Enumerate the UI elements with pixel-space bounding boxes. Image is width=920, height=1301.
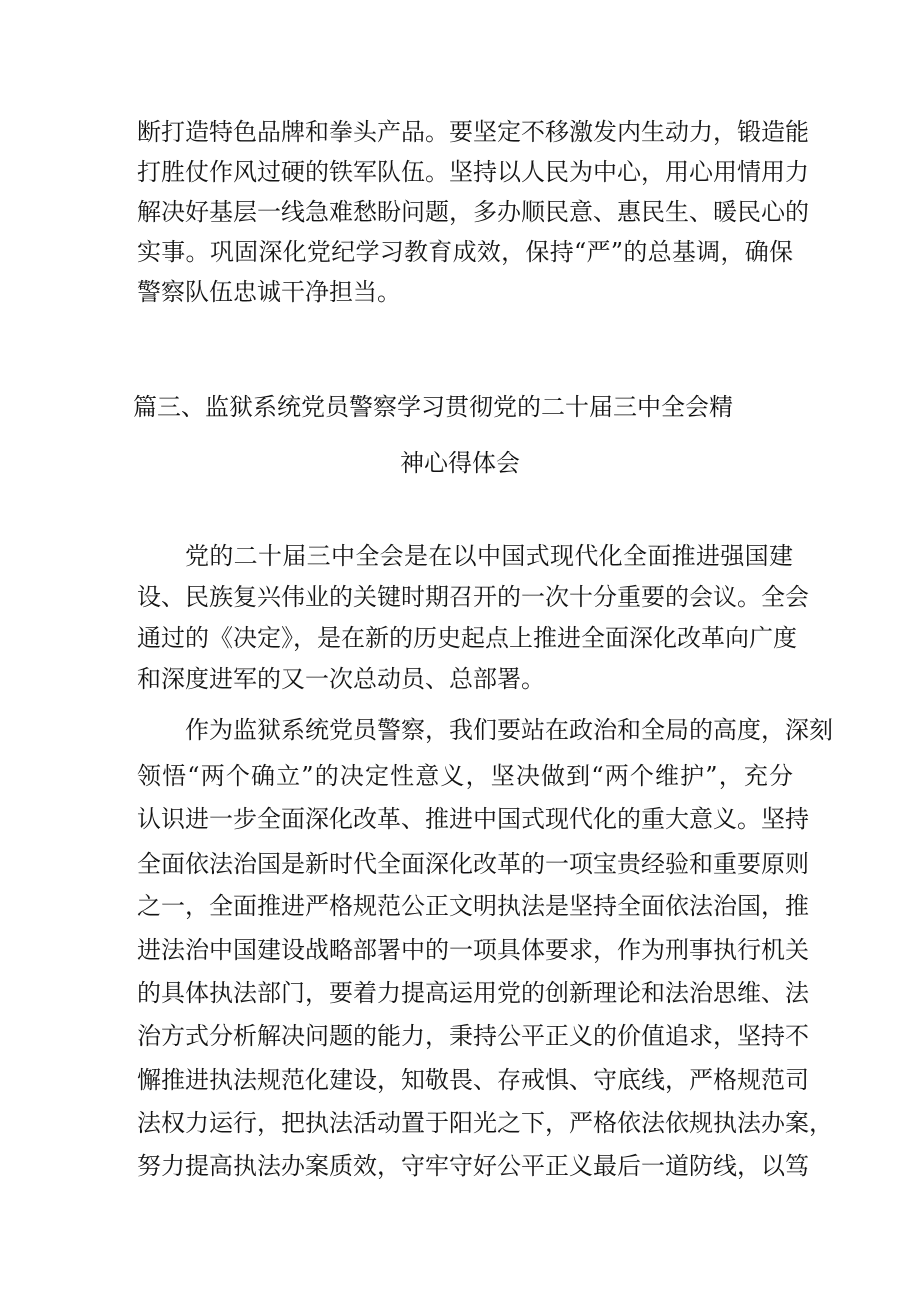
text-line: 断打造特色品牌和拳头产品。要坚定不移激发内生动力，锻造能 [137, 118, 809, 146]
text-line: 党的二十届三中全会是在以中国式现代化全面推进强国建 [185, 542, 793, 570]
text-line: 认识进一步全面深化改革、推进中国式现代化的重大意义。坚持 [137, 805, 809, 833]
text-line: 通过的《决定》，是在新的历史起点上推进全面深化改革向广度 [137, 624, 797, 652]
text-line: 打胜仗作风过硬的铁军队伍。坚持以人民为中心，用心用情用力 [137, 158, 809, 186]
text-line: 警察队伍忠诚干净担当。 [137, 278, 401, 306]
text-line: 解决好基层一线急难愁盼问题，多办顺民意、惠民生、暖民心的 [137, 198, 809, 226]
text-line: 设、民族复兴伟业的关键时期召开的一次十分重要的会议。全会 [137, 583, 809, 611]
text-line: 领悟“两个确立”的决定性意义，坚决做到“两个维护”，充分 [137, 762, 793, 790]
text-line: 的具体执法部门，要着力提高运用党的创新理论和法治思维、法 [137, 979, 809, 1007]
text-line: 治方式分析解决问题的能力，秉持公平正义的价值追求，坚持不 [137, 1022, 809, 1050]
text-line: 努力提高执法办案质效，守牢守好公平正义最后一道防线，以笃 [137, 1152, 809, 1180]
text-line: 之一，全面推进严格规范公正文明执法是坚持全面依法治国，推 [137, 892, 809, 920]
text-line: 和深度进军的又一次总动员、总部署。 [137, 665, 545, 693]
text-line: 法权力运行，把执法活动置于阳光之下，严格依法依规执法办案， [137, 1109, 833, 1137]
text-line: 全面依法治国是新时代全面深化改革的一项宝贵经验和重要原则 [137, 850, 809, 878]
text-line: 作为监狱系统党员警察，我们要站在政治和全局的高度，深刻 [185, 716, 833, 744]
text-line: 实事。巩固深化党纪学习教育成效，保持“严”的总基调，确保 [137, 238, 793, 266]
text-line: 进法治中国建设战略部署中的一项具体要求，作为刑事执行机关 [137, 936, 809, 964]
text-line: 懈推进执法规范化建设，知敬畏、存戒惧、守底线，严格规范司 [137, 1066, 809, 1094]
section-title-line-2: 神心得体会 [400, 449, 520, 477]
section-title-line-1: 篇三、监狱系统党员警察学习贯彻党的二十届三中全会精 [133, 393, 733, 421]
